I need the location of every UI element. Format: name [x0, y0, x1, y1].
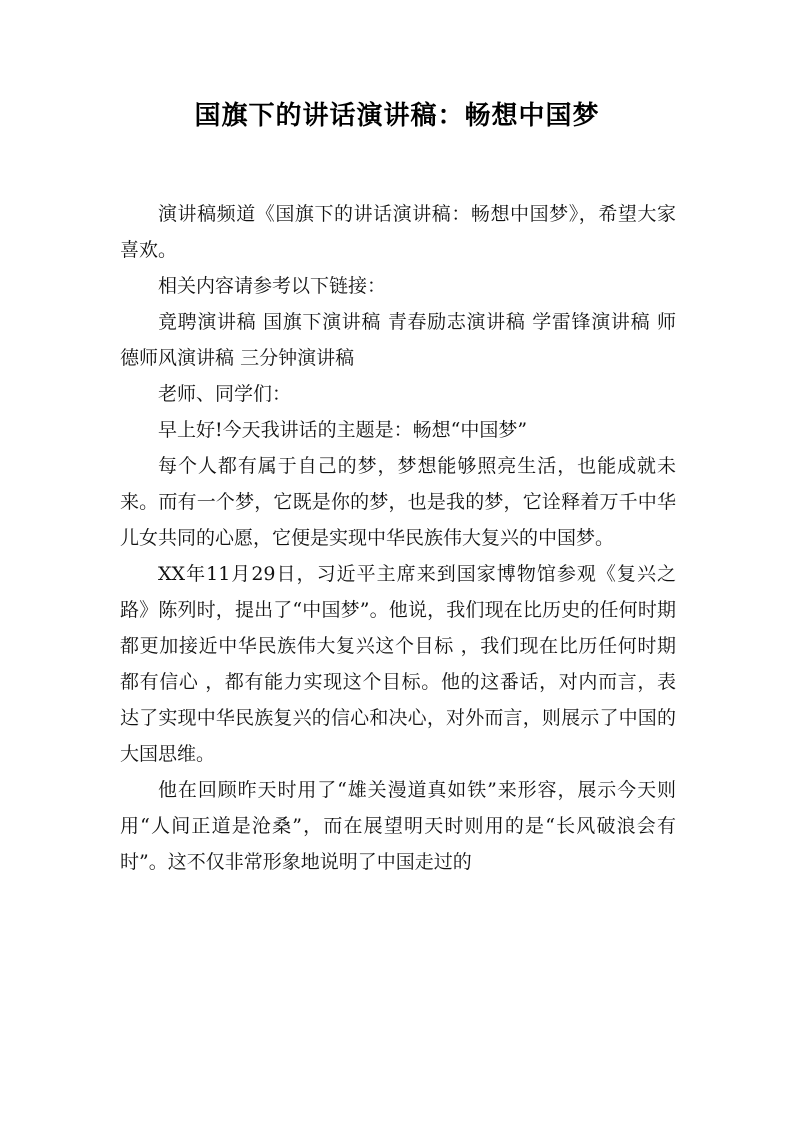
body-paragraph: 每个人都有属于自己的梦，梦想能够照亮生活，也能成就未来。而有一个梦，它既是你的梦，也是我的梦，它诠释着万千中华儿女共同的心愿，它便是实现中华民族伟大复兴的中国梦。 — [120, 455, 676, 549]
related-label: 相关内容请参考以下链接： — [158, 275, 387, 297]
body-paragraph: 他在回顾昨天时用了“雄关漫道真如铁”来形容，展示今天则用“人间正道是沧桑”，而在展望明天时则用的是“长风破浪会有时”。这不仅非常形象地说明了中国走过的 — [120, 779, 676, 873]
greeting-paragraph: 老师、同学们： — [158, 383, 292, 405]
related-links — [120, 304, 676, 376]
link-item[interactable]: 师德师风演讲稿 — [120, 311, 676, 369]
opening-paragraph: 早上好!今天我讲话的主题是：畅想“中国梦” — [158, 419, 528, 441]
link-item[interactable]: 国旗下演讲稿 — [263, 311, 382, 333]
link-item[interactable]: 三分钟演讲稿 — [240, 347, 355, 369]
document-title: 国旗下的讲话演讲稿：畅想中国梦 — [194, 101, 600, 131]
link-item[interactable]: 青春励志演讲稿 — [387, 311, 526, 333]
document-body — [120, 196, 676, 880]
link-item[interactable]: 竟聘演讲稿 — [158, 311, 257, 333]
link-item[interactable]: 学雷锋演讲稿 — [532, 311, 651, 333]
intro-paragraph: 演讲稿频道《国旗下的讲话演讲稿：畅想中国梦》，希望大家喜欢。 — [120, 203, 676, 261]
body-paragraph: XX年11月29日，习近平主席来到国家博物馆参观《复兴之路》陈列时，提出了“中国梦”。他说，我们现在比历史的任何时期都更加接近中华民族伟大复兴这个目标 ，我们现在比历任何时期都有信心 ，都有能力实现这个目标。他的这番话，对内而言，表达了实现中华民族复兴的信心和决心，对外而言，则展示了中国的大国思维。 — [120, 563, 676, 765]
